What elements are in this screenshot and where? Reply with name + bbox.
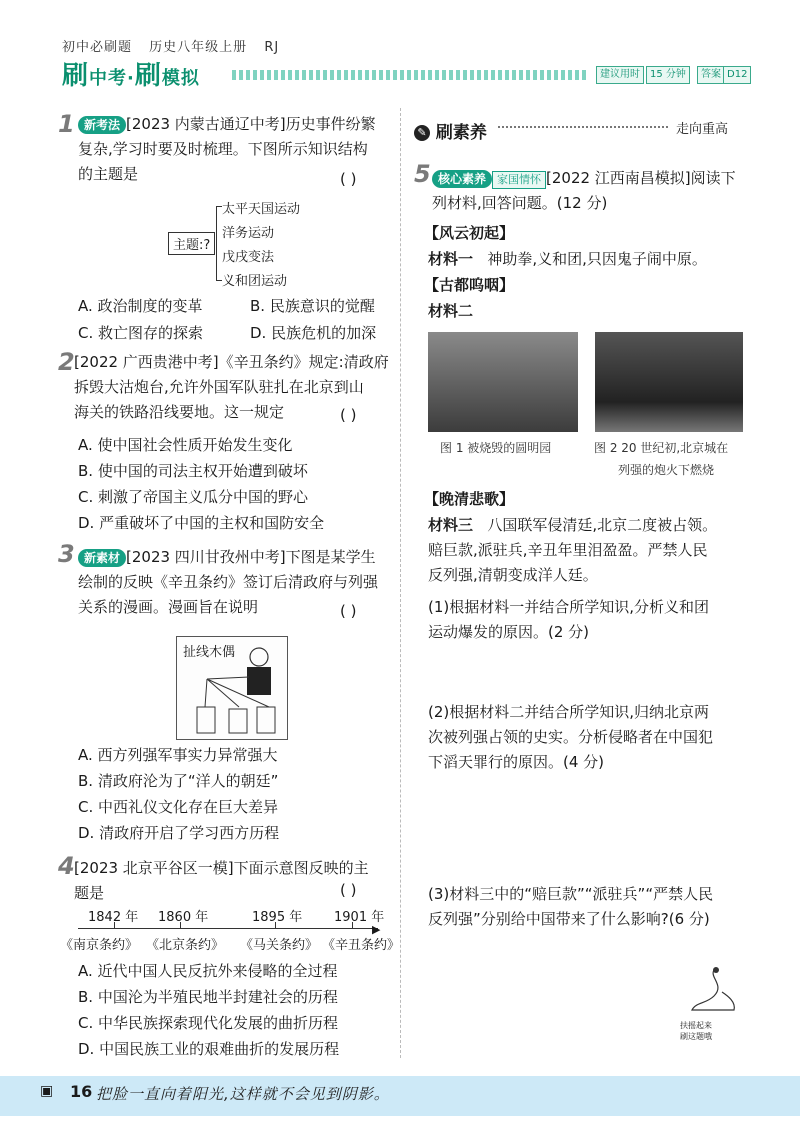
q2-number: 2 [58,348,75,376]
cartoon-label: 扯线木偶 [183,645,236,660]
timeline-axis [78,928,378,929]
q3-option-b[interactable]: B. 清政府沦为了“洋人的朝廷” [78,772,279,790]
sq3-line: 反列强”分别给中国带来了什么影响?(6 分) [428,910,710,928]
doodle-caption [680,1020,712,1042]
header-series [62,36,291,55]
q1-number: 1 [58,110,75,138]
q1-line: 的主题是 [78,165,139,183]
material-three-line: 反列强,清朝变成洋人廷。 [428,566,598,584]
sq3-line: (3)材料三中的“赔巨款”“派驻兵”“严禁人民 [428,885,714,903]
q3-answer-blank[interactable]: ( ) [340,602,357,620]
branch-item: 义和团运动 [222,274,288,289]
material-one-label: 材料一 [428,250,474,268]
section-title-text: 刷素养 [435,123,487,143]
q5-line: [2022 江西南昌模拟]阅读下 [546,169,736,187]
timeline-year: 1842 年 [88,910,139,925]
q4-option-a[interactable]: A. 近代中国人民反抗外来侵略的全过程 [78,962,338,980]
q4-line: [2023 北京平谷区一模]下面示意图反映的主 [74,859,369,877]
time-label: 建议用时 [596,66,644,84]
q5-line: 列材料,回答问题。(12 分) [432,194,608,212]
q2-option-d[interactable]: D. 严重破坏了中国的主权和国防安全 [78,514,325,532]
book-icon: ▣ [40,1083,54,1099]
subquestion-3[interactable] [428,882,713,932]
footer-motto: 把脸一直向着阳光,这样就不会见到阴影。 [96,1085,390,1103]
q3-number: 3 [58,540,75,568]
q4-option-c[interactable]: C. 中华民族探索现代化发展的曲折历程 [78,1014,339,1032]
timeline-treaty: 《北京条约》 [146,938,225,953]
timeline-year: 1860 年 [158,910,209,925]
branch-item: 太平天国运动 [222,202,301,217]
q1-option-d[interactable]: D. 民族危机的加深 [250,324,377,342]
branch-item: 洋务运动 [222,226,275,241]
heading-gudu: 【古都呜咽】 [424,276,515,294]
heading-wanqing: 【晚清悲歌】 [424,490,515,508]
column-divider [400,108,401,1058]
section-icon: ✎ [414,125,430,141]
timeline-treaty: 《辛丑条约》 [322,938,401,953]
material-three-line: 八国联军侵清廷,北京二度被占领。 [487,516,718,534]
q4-option-b[interactable]: B. 中国沦为半殖民地半封建社会的历程 [78,988,338,1006]
sq2-line: 下滔天罪行的原因。(4 分) [428,753,605,771]
q5-badge-core: 核心素养 [432,170,492,188]
doodle-caption-line: 扶摇起来 [680,1021,712,1030]
subquestion-2[interactable] [428,700,713,775]
subject-name: 历史八年级上册 [149,40,248,55]
timeline-treaty: 《马关条约》 [240,938,319,953]
page-number: 16 [70,1082,93,1101]
q3-option-c[interactable]: C. 中西礼仪文化存在巨大差异 [78,798,279,816]
q2-line: 海关的铁路沿线要地。这一规定 [74,403,285,421]
cartoon-drawing [177,637,287,739]
figure-two-caption-cont: 列强的炮火下燃烧 [618,463,715,477]
q2-line: 拆毁大沽炮台,允许外国军队驻扎在北京到山 [74,378,364,396]
title-part-b: 中考· [89,68,135,89]
material-one-text: 神助拳,义和团,只因鬼子闹中原。 [487,250,707,268]
diagram-branches [222,198,300,294]
section-subtitle: 走向重高 [676,122,729,137]
puppet-cartoon [176,636,288,740]
header-deco-bar [232,70,587,80]
q5-badge-theme: 家国情怀 [492,171,546,189]
sq1-line: (1)根据材料一并结合所学知识,分析义和团 [428,598,710,616]
sq2-line: 次被列强占领的史实。分析侵略者在中国犯 [428,728,714,746]
q4-line: 题是 [74,884,105,902]
time-value: 15 分钟 [646,66,690,84]
figure-one-caption: 图 1 被烧毁的圆明园 [440,441,552,455]
section-dots [498,126,668,128]
q1-option-b[interactable]: B. 民族意识的觉醒 [250,297,375,315]
q3-line: [2023 四川甘孜州中考]下图是某学生 [126,548,376,566]
q4-answer-blank[interactable]: ( ) [340,881,357,899]
q4-option-d[interactable]: D. 中国民族工业的艰难曲折的发展历程 [78,1040,340,1058]
title-part-a: 刷 [62,61,90,91]
q3-line: 关系的漫画。漫画旨在说明 [78,598,259,616]
q2-option-a[interactable]: A. 使中国社会性质开始发生变化 [78,436,293,454]
answer-label: 答案 [697,66,725,84]
q3-badge: 新素材 [78,549,126,567]
q1-answer-blank[interactable]: ( ) [340,170,357,188]
answer-value: D12 [723,66,751,84]
material-three-line: 赔巨款,派驻兵,辛丑年里泪盈盈。严禁人民 [428,541,708,559]
page-title [62,55,200,92]
edition-name: RJ [264,40,280,55]
q3-option-d[interactable]: D. 清政府开启了学习西方历程 [78,824,280,842]
doodle-caption-line: 刷这题哦 [680,1032,712,1041]
photo-yuanmingyuan [428,332,578,432]
section-title [414,118,487,143]
photo-beijing-burning [595,332,743,432]
material-three-label: 材料三 [428,516,474,534]
timeline-arrow: ▶ [372,923,381,936]
timeline-treaty: 《南京条约》 [60,938,139,953]
title-part-c: 刷 [134,61,162,91]
sq1-line: 运动爆发的原因。(2 分) [428,623,590,641]
q3-line: 绘制的反映《辛丑条约》签订后清政府与列强 [78,573,379,591]
branch-item: 戊戌变法 [222,250,275,265]
heading-fengyun: 【风云初起】 [424,224,515,242]
subquestion-1[interactable] [428,595,709,645]
material-two-label: 材料二 [428,302,474,320]
q3-option-a[interactable]: A. 西方列强军事实力异常强大 [78,746,278,764]
q2-option-c[interactable]: C. 刺激了帝国主义瓜分中国的野心 [78,488,309,506]
q2-answer-blank[interactable]: ( ) [340,406,357,424]
series-name: 初中必刷题 [62,40,133,55]
q2-option-b[interactable]: B. 使中国的司法主权开始遭到破坏 [78,462,308,480]
material-three [428,513,773,588]
diagram-bracket [216,206,217,280]
sq2-line: (2)根据材料二并结合所学知识,归纳北京两 [428,703,710,721]
q4-number: 4 [58,852,75,880]
q2-line: [2022 广西贵港中考]《辛丑条约》规定:清政府 [74,353,389,371]
q5-stem [432,166,772,216]
q1-badge: 新考法 [78,116,126,134]
q1-line: [2023 内蒙古通辽中考]历史事件纷繁 [126,115,376,133]
timeline-year: 1901 年 [334,910,385,925]
q1-option-c[interactable]: C. 救亡图存的探索 [78,324,204,342]
swan-doodle [676,962,746,1018]
diagram-center: 主题:? [168,232,215,255]
title-part-d: 模拟 [161,68,200,89]
material-one [428,247,707,272]
q5-number: 5 [414,160,431,188]
timeline-year: 1895 年 [252,910,303,925]
q1-line: 复杂,学习时要及时梳理。下图所示知识结构 [78,140,368,158]
q1-option-a[interactable]: A. 政治制度的变革 [78,297,203,315]
figure-two-caption: 图 2 20 世纪初,北京城在 [594,441,729,455]
